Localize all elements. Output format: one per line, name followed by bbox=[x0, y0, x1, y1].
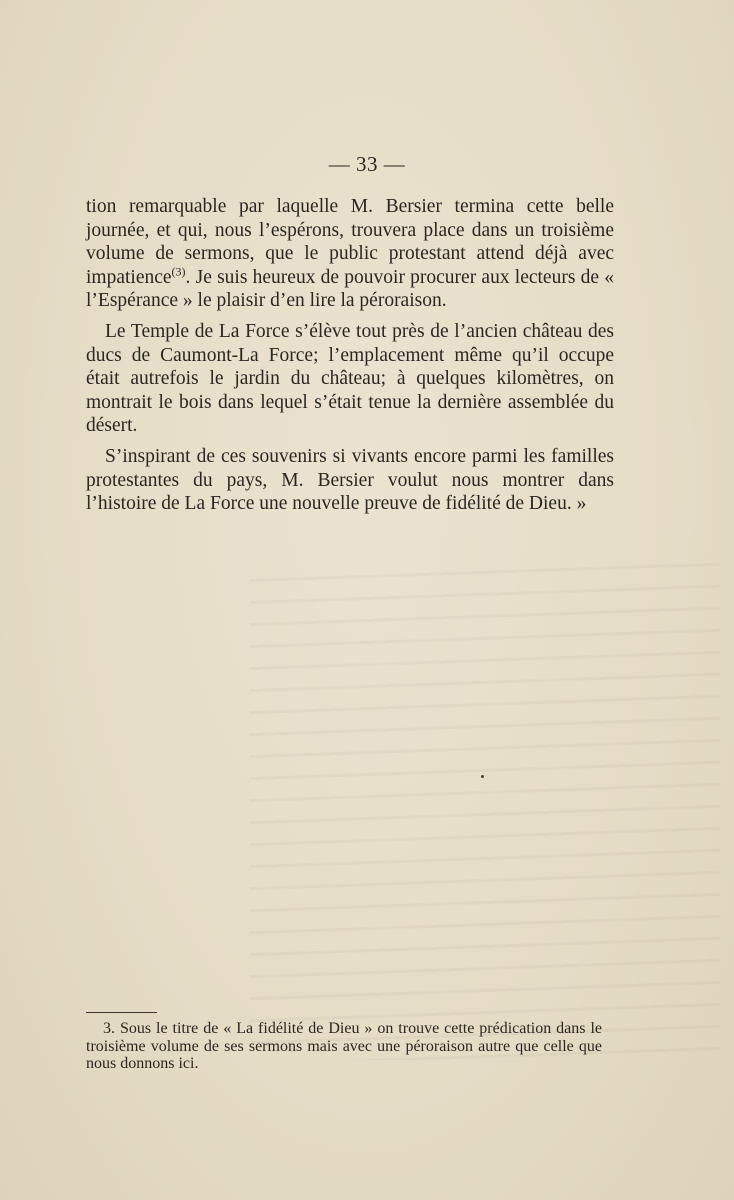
paper-speck bbox=[481, 775, 484, 778]
footnote-reference: (3) bbox=[171, 264, 186, 279]
footnote: 3. Sous le titre de « La fidélité de Dieu » on trouve cette prédication dans le troisième volume de ses sermons mais avec une péroraison autre que celle que nous donnons ici. bbox=[86, 1020, 602, 1072]
paragraph-1-text: tion remarquable par laquelle M. Bersier termina cette belle journée, et qui, nous l’espérons, trouvera place dans un troisième volume de sermons, que le public protestant attend déjà avec impatience bbox=[86, 196, 614, 288]
bleed-through-shadow bbox=[250, 560, 720, 1060]
paragraph-1-text-continued: . Je suis heureux de pouvoir procurer aux lecteurs de « l’Espérance » le plaisir d’en lire la péroraison. bbox=[86, 266, 614, 312]
paragraph-2: Le Temple de La Force s’élève tout près de l’ancien château des ducs de Caumont-La Force; l’emplacement même qu’il occupe était autrefois le jardin du château; à quelques kilomètres, on montrait le bois dans lequel s’était tenue la dernière assemblée du désert. bbox=[86, 320, 614, 437]
page-number: — 33 — bbox=[328, 152, 406, 176]
body-text bbox=[86, 195, 614, 516]
paragraph-1 bbox=[86, 195, 614, 313]
paragraph-3: S’inspirant de ces souvenirs si vivants encore parmi les familles protestantes du pays, M. Bersier voulut nous montrer dans l’histoire de La Force une nouvelle preuve de fidélité de Dieu. » bbox=[86, 445, 614, 515]
footnote-separator bbox=[86, 1012, 157, 1013]
